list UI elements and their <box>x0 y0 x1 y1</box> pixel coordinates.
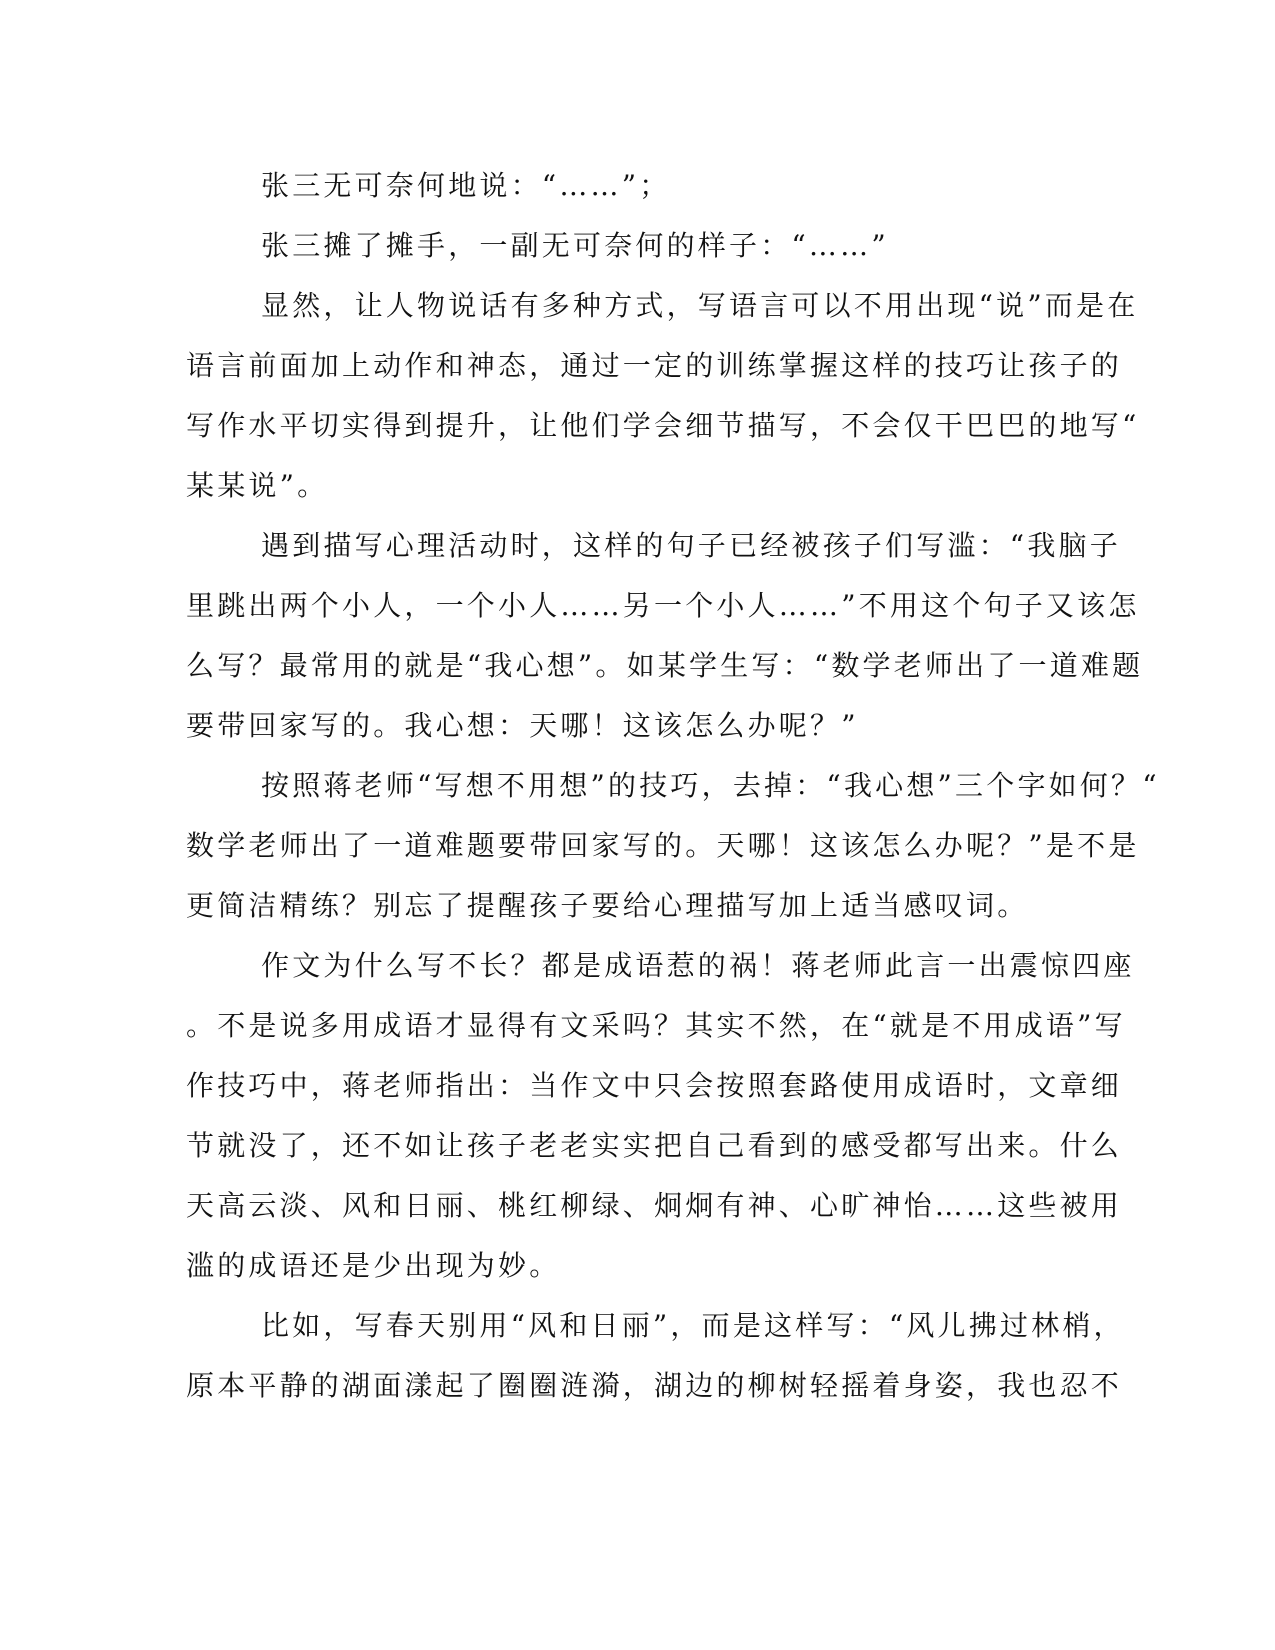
text-line: 天高云淡、风和日丽、桃红柳绿、炯炯有神、心旷神怡……这些被用 <box>186 1189 1123 1222</box>
text-line: 语言前面加上动作和神态，通过一定的训练掌握这样的技巧让孩子的 <box>186 349 1123 382</box>
text-line: 比如，写春天别用“风和日丽”，而是这样写：“风儿拂过林梢， <box>261 1309 1125 1342</box>
text-line: 张三摊了摊手，一副无可奈何的样子：“……” <box>261 229 889 262</box>
text-line: 更简洁精练？别忘了提醒孩子要给心理描写加上适当感叹词。 <box>186 889 1029 922</box>
text-line: 么写？最常用的就是“我心想”。如某学生写：“数学老师出了一道难题 <box>186 649 1144 682</box>
text-line: 张三无可奈何地说：“……”； <box>261 169 671 202</box>
text-line: 作文为什么写不长？都是成语惹的祸！蒋老师此言一出震惊四座 <box>261 949 1135 982</box>
text-line: 要带回家写的。我心想：天哪！这该怎么办呢？” <box>186 709 859 742</box>
text-line: 作技巧中，蒋老师指出：当作文中只会按照套路使用成语时，文章细 <box>186 1069 1123 1102</box>
text-line: 。不是说多用成语才显得有文采吗？其实不然，在“就是不用成语”写 <box>186 1009 1126 1042</box>
text-line: 显然，让人物说话有多种方式，写语言可以不用出现“说”而是在 <box>261 289 1139 322</box>
text-line: 数学老师出了一道难题要带回家写的。天哪！这该怎么办呢？”是不是 <box>186 829 1140 862</box>
text-line: 按照蒋老师“写想不用想”的技巧，去掉：“我心想”三个字如何？“ <box>261 769 1160 802</box>
text-line: 遇到描写心理活动时，这样的句子已经被孩子们写滥：“我脑子 <box>261 529 1121 562</box>
text-line: 原本平静的湖面漾起了圈圈涟漪，湖边的柳树轻摇着身姿，我也忍不 <box>186 1369 1123 1402</box>
text-line: 写作水平切实得到提升，让他们学会细节描写，不会仅干巴巴的地写“ <box>186 409 1140 442</box>
text-line: 节就没了，还不如让孩子老老实实把自己看到的感受都写出来。什么 <box>186 1129 1123 1162</box>
text-line: 滥的成语还是少出现为妙。 <box>186 1249 561 1282</box>
text-line: 某某说”。 <box>186 469 329 502</box>
text-line: 里跳出两个小人，一个小人……另一个小人……”不用这个句子又该怎 <box>186 589 1140 622</box>
